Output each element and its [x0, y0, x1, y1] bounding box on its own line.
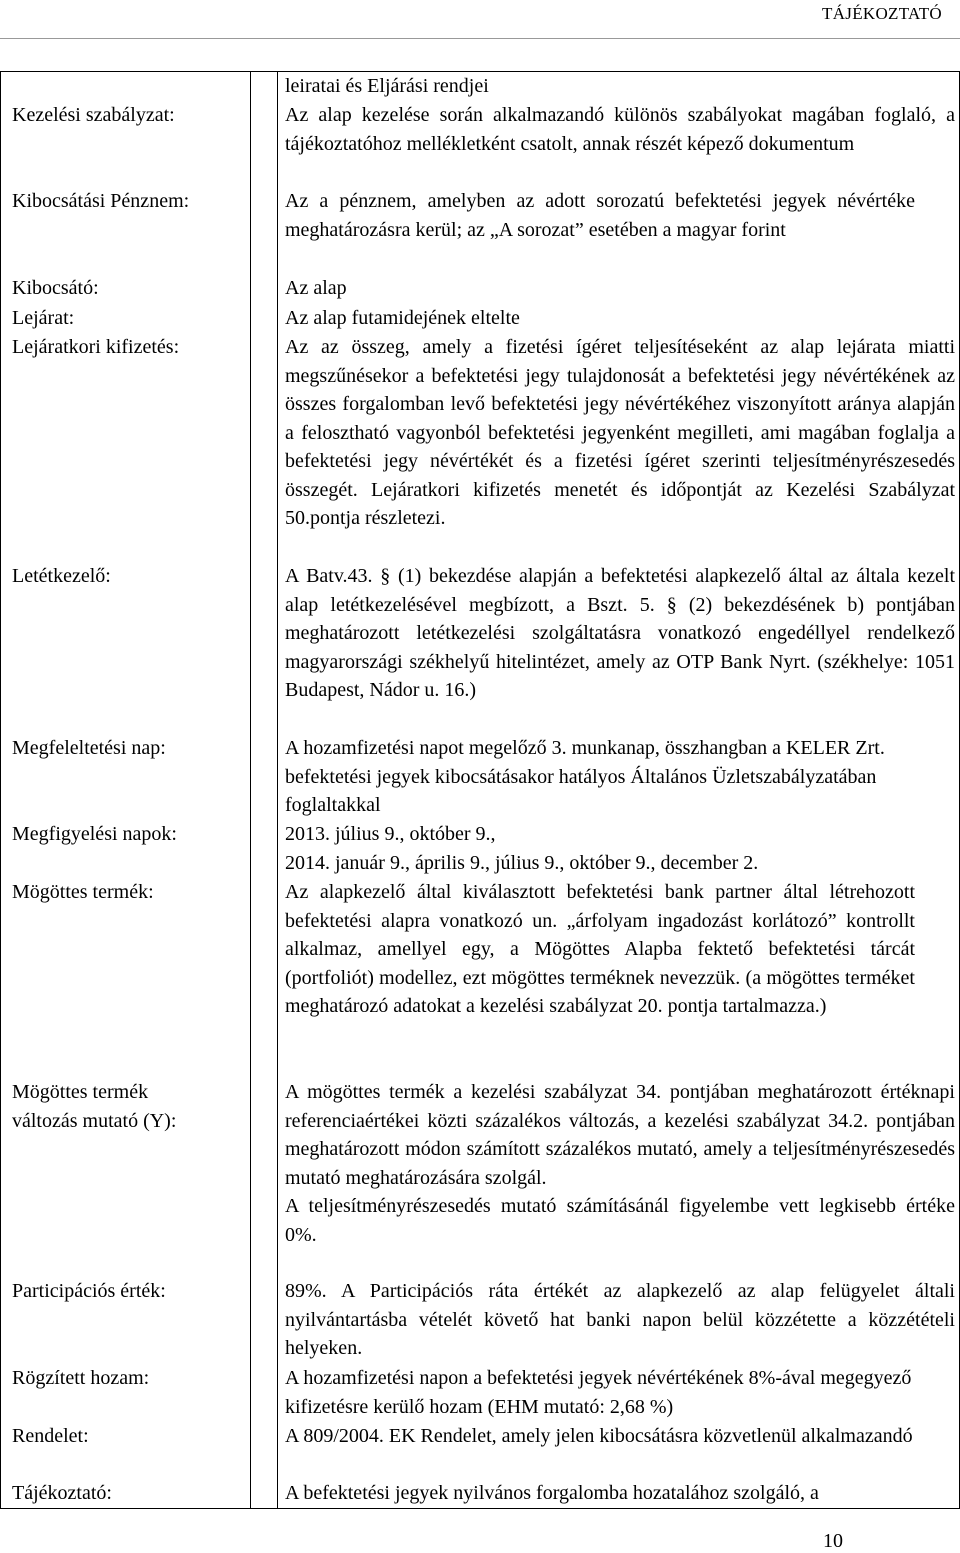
row-value: A 809/2004. EK Rendelet, amely jelen kibocsátásra közvetlenül alkalmazandó [285, 1425, 913, 1447]
row-value: Az alap futamidejének eltelte [285, 307, 520, 329]
row-label: Kibocsátási Pénznem: [12, 190, 190, 212]
row-label: Lejárat: [12, 307, 75, 329]
row-value: Az alapkezelő által kiválasztott befektetési bank partner által létrehozott befektetési alapra vonatkozó un. „árfolyam ingadozást korlátozó” kontrollt alkalmaz, amellyel egy, a Mögöttes Alapba fektető befektetési tárcát (portfoliót) modellez, ezt mögöttes terméknek nevezzük. (a mögöttes terméket meghatározó adatokat a kezelési szabályzat 20. pontja tartalmazza.) [285, 881, 915, 1017]
row-label-line: változás mutató (Y): [12, 1109, 177, 1132]
row-label-line: Mögöttes termék [12, 1081, 149, 1103]
row-value: Az a pénznem, amelyben az adott sorozatú befektetési jegyek névértéke meghatározásra kerül; az „A sorozat” esetében a magyar forint [285, 190, 915, 241]
row-value-line: 2014. január 9., április 9., július 9., október 9., december 2. [285, 851, 759, 874]
row-label: Letétkezelő: [12, 565, 111, 587]
definitions-table [0, 71, 960, 1509]
row-value [285, 820, 955, 877]
row-value: 89%. A Participációs ráta értékét az alapkezelő az alap felügyelet általi nyilvántartásba vételét követő hat banki napon belül közzétette a közzétételi helyeken. [285, 1280, 955, 1359]
page-header-title: TÁJÉKOZTATÓ [822, 4, 942, 23]
row-label: Kezelési szabályzat: [12, 104, 175, 126]
row-value-paragraph: A teljesítményrészesedés mutató számításánál figyelembe vett legkisebb értéke 0%. [285, 1195, 955, 1246]
row-label: Megfigyelési napok: [12, 823, 177, 845]
column-divider-right [277, 72, 278, 1508]
row-label: Rendelet: [12, 1425, 89, 1447]
row-value [285, 1078, 955, 1249]
row-label [12, 1078, 262, 1135]
row-value-line: 2013. július 9., október 9., [285, 823, 496, 845]
row-label: Kibocsátó: [12, 277, 99, 299]
page-number: 10 [823, 1530, 843, 1552]
row-label: Lejáratkori kifizetés: [12, 336, 180, 358]
row-value: leiratai és Eljárási rendjei [285, 75, 489, 97]
header-divider [0, 38, 960, 39]
row-label: Mögöttes termék: [12, 881, 154, 903]
row-label: Tájékoztató: [12, 1482, 112, 1504]
row-value: Az az összeg, amely a fizetési ígéret teljesítéseként az alap lejárata miatti megszűnésekor a befektetési jegy tulajdonosát a befektetési jegy névértékének az összes forgalomban levő befektetési jegy névértékéhez viszonyított aránya alapján a felosztható vagyonból befektetési jegyenként megilleti, ami magában foglalja a befektetési jegy névértékét és a fizetési ígéret szerinti teljesítményrészesedés összegét. Lejáratkori kifizetés menetét és időpontját az Kezelési Szabályzat 50.pontja részletezi. [285, 336, 955, 529]
row-label: Participációs érték: [12, 1280, 166, 1302]
row-value: Az alap kezelése során alkalmazandó különös szabályokat magában foglaló, a tájékoztatóhoz mellékletként csatolt, annak részét képező dokumentum [285, 104, 955, 155]
row-value: A befektetési jegyek nyilvános forgalomba hozatalához szolgáló, a [285, 1482, 819, 1504]
row-label: Rögzített hozam: [12, 1367, 150, 1389]
row-value: A hozamfizetési napon a befektetési jegyek névértékének 8%-ával megegyező kifizetésre kerülő hozam (EHM mutató: 2,68 %) [285, 1367, 912, 1418]
row-value: Az alap [285, 277, 347, 299]
row-value: A Batv.43. § (1) bekezdése alapján a befektetési alapkezelő által az általa kezelt alap letétkezelésével megbízott, a Bszt. 5. § (2) bekezdésének b) pontjában meghatározott letétkezelési szolgáltatásra vonatkozó engedéllyel rendelkező magyarországi székhelyű hitelintézet, amely az OTP Bank Nyrt. (székhelye: 1051 Budapest, Nádor u. 16.) [285, 565, 955, 701]
row-label: Megfeleltetési nap: [12, 737, 166, 759]
row-value: A hozamfizetési napot megelőző 3. munkanap, összhangban a KELER Zrt. befektetési jegyek kibocsátásakor hatályos Általános Üzletszabályzatában foglaltakkal [285, 737, 885, 816]
row-value-paragraph: A mögöttes termék a kezelési szabályzat 34. pontjában meghatározott értéknapi referenciaértékei közti százalékos változás, a kezelési szabályzat 34.2. pontjában meghatározott módon számított százalékos mutató, amely a teljesítményrészesedés mutató meghatározására szolgál. [285, 1081, 955, 1189]
